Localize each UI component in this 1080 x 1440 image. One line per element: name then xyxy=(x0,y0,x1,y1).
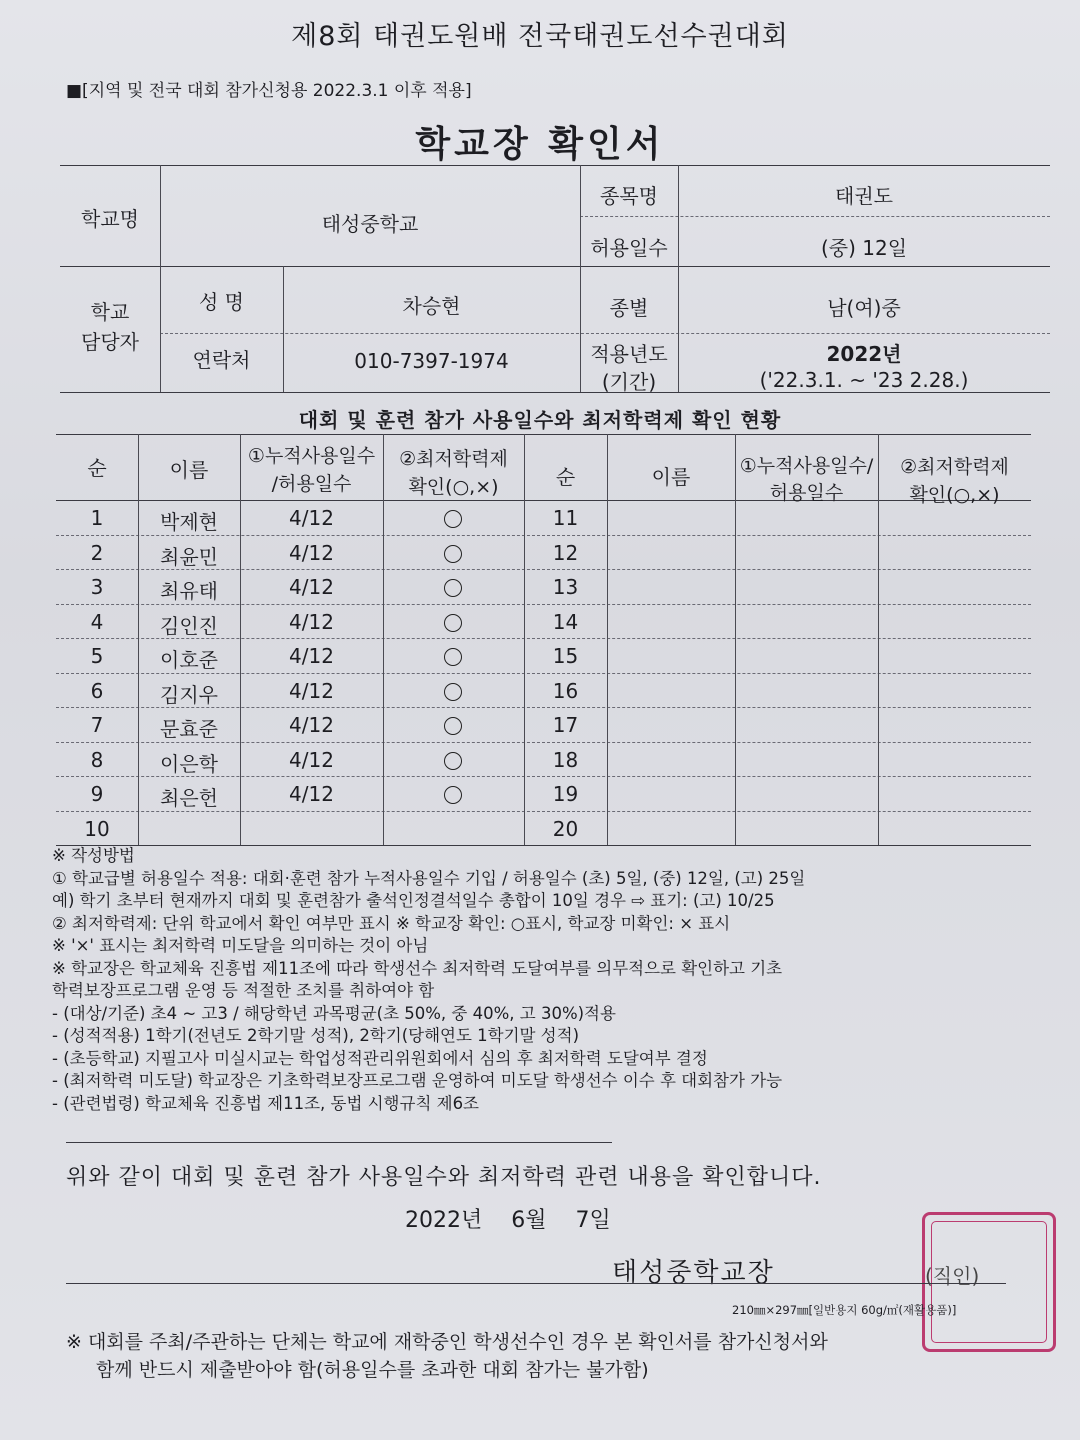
header-days: /허용일수 xyxy=(271,473,352,495)
year-value: 2022년 xyxy=(826,342,902,366)
row-number: 4 xyxy=(90,610,104,634)
row-number: 3 xyxy=(90,575,104,599)
row-number-right: 18 xyxy=(552,748,579,772)
row-number: 9 xyxy=(90,782,104,806)
row-number-right: 19 xyxy=(552,782,579,806)
name-value: 차승현 xyxy=(402,294,461,318)
row-number-right: 17 xyxy=(552,713,579,737)
row-number-right: 13 xyxy=(552,575,579,599)
year-period: ('22.3.1. ~ '23 2.28.) xyxy=(759,368,969,392)
check-circle-icon xyxy=(444,717,462,735)
check-circle-icon xyxy=(444,579,462,597)
category-label: 종별 xyxy=(609,296,649,320)
check-circle-icon xyxy=(444,786,462,804)
row-days: 4/12 xyxy=(289,575,334,599)
doc-title: 학교장 확인서 xyxy=(415,124,665,165)
header-name: 이름 xyxy=(169,458,209,482)
row-days: 4/12 xyxy=(289,748,334,772)
row-name: 최은헌 xyxy=(160,786,218,810)
check-circle-icon xyxy=(444,683,462,701)
signature-rule xyxy=(66,1283,1006,1284)
manager-label: 학교 xyxy=(90,300,130,324)
row-number: 6 xyxy=(90,679,104,703)
row-number-right: 11 xyxy=(552,506,579,530)
contact-value: 010-7397-1974 xyxy=(354,349,509,373)
paper-spec: 210㎜×297㎜[일반용지 60g/㎡(재활용품)] xyxy=(732,1303,957,1317)
note-line: ※ '×' 표시는 최저학력 미도달을 의미하는 것이 아님 xyxy=(52,936,429,955)
notes-bottom-rule xyxy=(66,1142,612,1143)
issue-date xyxy=(405,1203,611,1234)
row-name: 김인진 xyxy=(160,614,218,638)
note-line: ※ 작성방법 xyxy=(52,846,135,865)
info-top-border xyxy=(60,165,1050,166)
row-name: 문효준 xyxy=(160,717,218,741)
info-col-line xyxy=(283,266,284,392)
date-day: 7일 xyxy=(575,1208,611,1233)
header-no: 순 xyxy=(87,456,107,480)
row-days: 4/12 xyxy=(289,506,334,530)
note-line: - (성적적용) 1학기(전년도 2학기말 성적), 2학기(당해연도 1학기말 성적) xyxy=(52,1026,580,1045)
table-row-line xyxy=(56,535,1031,536)
header-days-right: ①누적사용일수/ xyxy=(739,455,874,477)
check-circle-icon xyxy=(444,510,462,528)
table-col-line xyxy=(607,434,608,845)
row-number: 8 xyxy=(90,748,104,772)
year-label: (기간) xyxy=(601,370,657,394)
row-name: 김지우 xyxy=(160,683,218,707)
row-number: 2 xyxy=(90,541,104,565)
header-check-right: ②최저학력제 xyxy=(900,456,1009,478)
row-days: 4/12 xyxy=(289,644,334,668)
manager-label: 담당자 xyxy=(81,330,139,354)
row-number-right: 15 xyxy=(552,644,579,668)
note-line: - (대상/기준) 초4 ~ 고3 / 해당학년 과목평균(초 50%, 중 40%, 고 30%)적용 xyxy=(52,1003,616,1023)
check-circle-icon xyxy=(444,648,462,666)
signer-name: 태성중학교장 xyxy=(612,1258,775,1288)
row-days: 4/12 xyxy=(289,610,334,634)
note-line: - (관련법령) 학교체육 진흥법 제11조, 동법 시행규칙 제6조 xyxy=(52,1093,479,1113)
row-name: 최유태 xyxy=(160,579,218,603)
info-divider xyxy=(580,216,1050,217)
table-row-line xyxy=(56,673,1031,674)
school-label: 학교명 xyxy=(81,207,139,231)
note-line: 학력보장프로그램 운영 등 적절한 조치를 취하여야 함 xyxy=(52,981,435,1000)
allowed-label: 허용일수 xyxy=(590,236,668,260)
row-name: 이은학 xyxy=(160,752,218,776)
note-line: 예) 학기 초부터 현재까지 대회 및 훈련참가 출석인정결석일수 총합이 10일 경우 ⇨ 표기: (고) 10/25 xyxy=(52,891,775,910)
event-value: 태권도 xyxy=(835,184,893,208)
school-value: 태성중학교 xyxy=(321,212,419,236)
info-bottom-border xyxy=(60,392,1050,393)
event-label: 종목명 xyxy=(600,184,658,208)
row-name: 박제현 xyxy=(160,510,218,534)
allowed-value: (중) 12일 xyxy=(820,236,908,260)
header-days: ①누적사용일수 xyxy=(247,445,376,467)
row-number: 5 xyxy=(90,644,104,668)
note-line: - (최저학력 미도달) 학교장은 기초학력보장프로그램 운영하여 미도달 학생선수 이수 후 대회참가 가능 xyxy=(52,1071,783,1090)
confirm-statement: 위와 같이 대회 및 훈련 참가 사용일수와 최저학력 관련 내용을 확인합니다. xyxy=(66,1165,822,1190)
row-number: 7 xyxy=(90,713,104,737)
writing-notes xyxy=(52,845,1032,1115)
contact-label: 연락처 xyxy=(192,348,251,372)
table-row-line xyxy=(56,604,1031,605)
seal-note: (직인) xyxy=(925,1264,980,1288)
row-days: 4/12 xyxy=(289,713,334,737)
year-label: 적용년도 xyxy=(590,342,668,366)
header-no-right: 순 xyxy=(555,465,576,489)
footer-line: ※ 대회를 주최/주관하는 단체는 학교에 재학중인 학생선수인 경우 본 확인서를 참가신청서와 xyxy=(66,1331,828,1353)
row-name: 이호준 xyxy=(160,648,218,672)
row-number: 1 xyxy=(90,506,104,530)
info-divider xyxy=(60,266,1050,267)
header-check-right: 확인(○,×) xyxy=(909,484,1000,506)
note-line: ② 최저학력제: 단위 학교에서 확인 여부만 표시 ※ 학교장 확인: ○표시, 학교장 미확인: × 표시 xyxy=(52,913,731,933)
row-number-right: 14 xyxy=(552,610,579,634)
row-days: 4/12 xyxy=(289,679,334,703)
check-circle-icon xyxy=(444,545,462,563)
note-line: - (초등학교) 지필고사 미실시교는 학업성적관리위원회에서 심의 후 최저학력 도달여부 결정 xyxy=(52,1048,708,1068)
check-circle-icon xyxy=(444,752,462,770)
note-line: ※ 학교장은 학교체육 진흥법 제11조에 따라 학생선수 최저학력 도달여부를 의무적으로 확인하고 기초 xyxy=(52,958,783,978)
table-row-line xyxy=(56,742,1031,743)
row-name: 최윤민 xyxy=(160,545,218,569)
table-row-line xyxy=(56,811,1031,812)
header-check: ②최저학력제 xyxy=(399,448,508,470)
row-days: 4/12 xyxy=(289,782,334,806)
name-label: 성 명 xyxy=(199,290,244,314)
row-number-right: 12 xyxy=(552,541,579,565)
row-number: 10 xyxy=(84,817,110,841)
event-title: 제8회 태권도원배 전국태권도선수권대회 xyxy=(291,21,789,52)
note-line: ① 학교급별 허용일수 적용: 대회·훈련 참가 누적사용일수 기입 / 허용일수 (초) 5일, (중) 12일, (고) 25일 xyxy=(52,868,806,888)
row-number-right: 16 xyxy=(552,679,579,703)
category-value: 남(여)중 xyxy=(827,296,901,320)
info-divider xyxy=(160,333,1050,334)
footer-note xyxy=(66,1328,1026,1384)
footer-line: 함께 반드시 제출받아야 함(허용일수를 초과한 대회 참가는 불가함) xyxy=(96,1359,649,1381)
check-circle-icon xyxy=(444,614,462,632)
date-month: 6월 xyxy=(511,1208,547,1233)
header-name-right: 이름 xyxy=(651,465,691,489)
section-title: 대회 및 훈련 참가 사용일수와 최저학력제 확인 현황 xyxy=(298,408,782,432)
table-top-border xyxy=(56,434,1031,435)
header-days-right: 허용일수 xyxy=(769,482,844,504)
row-number-right: 20 xyxy=(552,817,579,841)
row-days: 4/12 xyxy=(289,541,334,565)
sub-note: ■[지역 및 전국 대회 참가신청용 2022.3.1 이후 적용] xyxy=(66,81,472,101)
header-check: 확인(○,×) xyxy=(408,476,499,498)
date-year: 2022년 xyxy=(405,1208,483,1233)
